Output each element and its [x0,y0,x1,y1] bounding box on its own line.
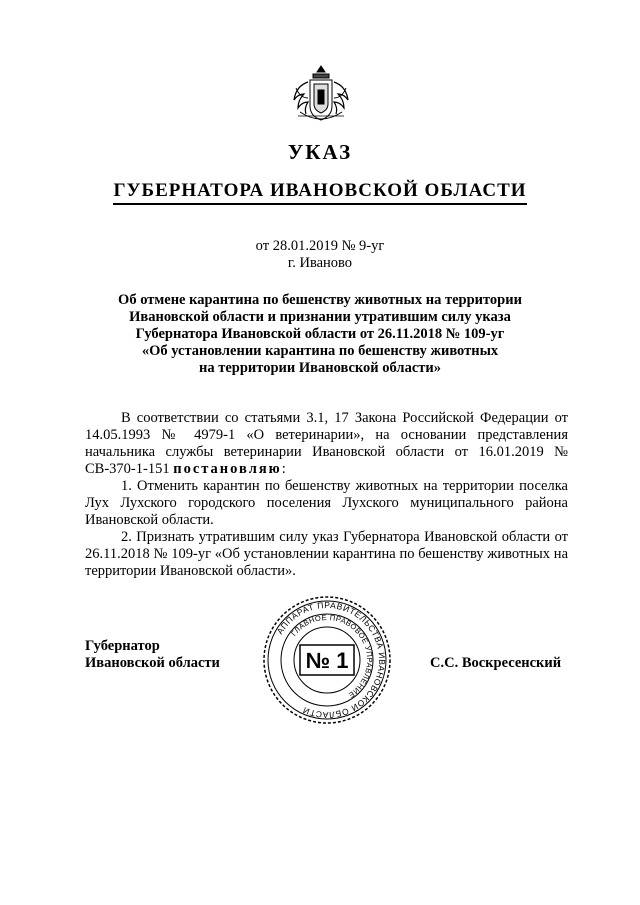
clause-1: 1. Отменить карантин по бешенству животных на территории поселка Лух Лухского городского поселения Лухского муниципального района Ивановской области. [85,478,568,528]
seal-outer-text: АППАРАТ ПРАВИТЕЛЬСТВА ИВАНОВСКОЙ ОБЛАСТИ [274,599,388,721]
preamble: В соответствии со статьями 3.1, 17 Закона Российской Федерации от 14.05.1993 № 4979-1 «О ветеринарии», на основании представления начальника службы ветеринарии Ивановской области от 16.01.2019 № СВ-370-1-151 постановляю: [85,410,568,477]
signer-position: Губернатор Ивановской области [85,638,220,671]
subject-line: Об отмене карантина по бешенству животных на территории [118,292,522,308]
decree-subject [80,292,560,377]
clause-2: 2. Признать утратившим силу указ Губернатора Ивановской области от 26.11.2018 № 109-уг «Об установлении карантина по бешенству животных на территории Ивановской области». [85,529,568,579]
seal-number: № 1 [305,648,349,673]
subject-line: Ивановской области и признании утратившим силу указа [129,309,511,325]
city: г. Иваново [287,255,353,271]
subject-line: «Об установлении карантина по бешенству животных [141,343,499,359]
coat-of-arms-icon [288,64,354,124]
decree-body [85,410,568,580]
subject-line: Губернатора Ивановской области от 26.11.2018 № 109-уг [135,326,505,342]
seal-inner-text: ГЛАВНОЕ ПРАВОВОЕ УПРАВЛЕНИЕ [289,612,375,700]
subject-line: на территории Ивановской области» [199,360,441,376]
decree-word: постановляю [173,461,282,477]
date-place-block [0,238,640,272]
date-number: от 28.01.2019 № 9-уг [255,238,385,254]
official-stamp-icon [262,595,392,725]
signer-name: С.С. Воскресенский [430,655,562,671]
document-type: УКАЗ [287,140,353,164]
issuer-title: ГУБЕРНАТОРА ИВАНОВСКОЙ ОБЛАСТИ [0,180,640,202]
